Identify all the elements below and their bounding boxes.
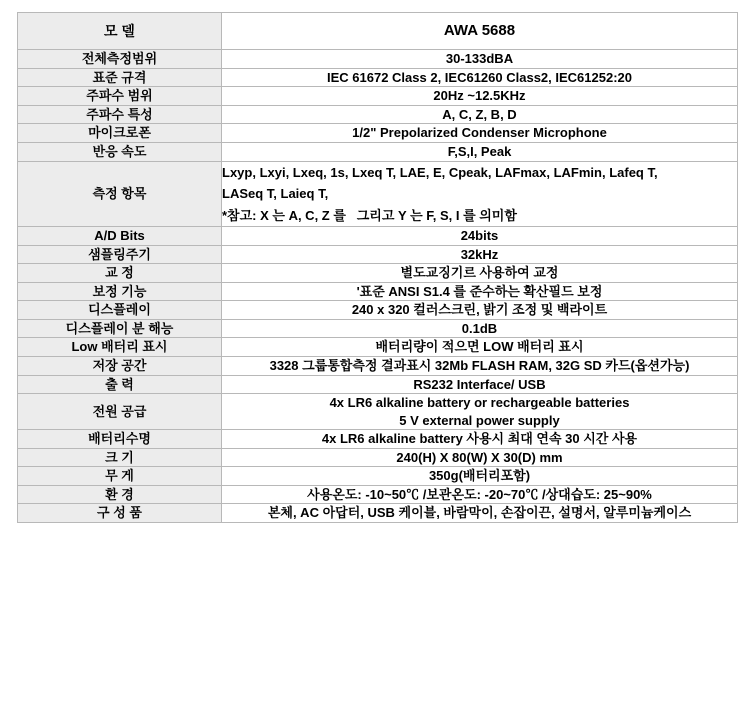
row-value: RS232 Interface/ USB bbox=[222, 375, 738, 394]
table-row bbox=[18, 375, 738, 394]
row-value: 240(H) X 80(W) X 30(D) mm bbox=[222, 448, 738, 467]
row-label: 크 기 bbox=[18, 448, 222, 467]
table-row bbox=[18, 245, 738, 264]
table-row bbox=[18, 467, 738, 486]
specification-table bbox=[17, 12, 738, 523]
model-label: 모 델 bbox=[18, 13, 222, 50]
row-value: F,S,I, Peak bbox=[222, 142, 738, 161]
table-row bbox=[18, 142, 738, 161]
table-row bbox=[18, 68, 738, 87]
row-value: 별도교징기르 사용하여 교정 bbox=[222, 264, 738, 283]
row-value: 24bits bbox=[222, 227, 738, 246]
row-label: Low 배터리 표시 bbox=[18, 338, 222, 357]
row-label: 무 게 bbox=[18, 467, 222, 486]
row-label: 교 정 bbox=[18, 264, 222, 283]
table-header-row bbox=[18, 13, 738, 50]
table-row bbox=[18, 448, 738, 467]
row-label: A/D Bits bbox=[18, 227, 222, 246]
row-value: A, C, Z, B, D bbox=[222, 105, 738, 124]
table-row bbox=[18, 50, 738, 69]
row-label: 마이크로폰 bbox=[18, 124, 222, 143]
row-value: 350g(배터리포함) bbox=[222, 467, 738, 486]
row-label: 디스플레이 bbox=[18, 301, 222, 320]
table-row-power-supply bbox=[18, 394, 738, 430]
row-value-multiline bbox=[222, 161, 738, 227]
table-row bbox=[18, 357, 738, 376]
row-label: 측정 항목 bbox=[18, 161, 222, 227]
row-value: 1/2" Prepolarized Condenser Microphone bbox=[222, 124, 738, 143]
row-value: 배터리량이 적으면 LOW 배터리 표시 bbox=[222, 338, 738, 357]
table-row bbox=[18, 282, 738, 301]
row-label: 디스플레이 분 해능 bbox=[18, 319, 222, 338]
row-label: 구 성 품 bbox=[18, 504, 222, 523]
row-label: 환 경 bbox=[18, 485, 222, 504]
value-line: 4x LR6 alkaline battery or rechargeable batteries bbox=[329, 395, 630, 411]
value-line: 5 V external power supply bbox=[399, 412, 560, 428]
row-value: 0.1dB bbox=[222, 319, 738, 338]
row-label: 표준 규격 bbox=[18, 68, 222, 87]
table-row bbox=[18, 319, 738, 338]
row-label: 전원 공급 bbox=[18, 394, 222, 430]
row-label: 주파수 특성 bbox=[18, 105, 222, 124]
row-value: 3328 그룹통합측정 결과표시 32Mb FLASH RAM, 32G SD 카드(옵션가능) bbox=[222, 357, 738, 376]
value-line: LASeq T, Laieq T, bbox=[222, 186, 329, 202]
row-value: '표준 ANSI S1.4 를 준수하는 확산필드 보정 bbox=[222, 282, 738, 301]
row-value: 본체, AC 아답터, USB 케이블, 바람막이, 손잡이끈, 설명서, 알루미늄케이스 bbox=[222, 504, 738, 523]
table-body bbox=[18, 13, 738, 523]
row-value: 20Hz ~12.5KHz bbox=[222, 87, 738, 106]
row-value: 4x LR6 alkaline battery 사용시 최대 연속 30 시간 사용 bbox=[222, 430, 738, 449]
row-label: 주파수 범위 bbox=[18, 87, 222, 106]
row-label: 저장 공간 bbox=[18, 357, 222, 376]
row-value: 32kHz bbox=[222, 245, 738, 264]
table-row bbox=[18, 264, 738, 283]
table-row bbox=[18, 338, 738, 357]
row-value-multiline bbox=[222, 394, 738, 430]
table-row bbox=[18, 124, 738, 143]
table-row bbox=[18, 485, 738, 504]
table-row bbox=[18, 87, 738, 106]
value-line: Lxyp, Lxyi, Lxeq, 1s, Lxeq T, LAE, E, Cpeak, LAFmax, LAFmin, Lafeq T, bbox=[222, 164, 658, 180]
row-label: 배터리수명 bbox=[18, 430, 222, 449]
table-row bbox=[18, 105, 738, 124]
row-label: 보정 기능 bbox=[18, 282, 222, 301]
row-label: 샘플링주기 bbox=[18, 245, 222, 264]
table-row bbox=[18, 504, 738, 523]
row-value: 사용온도: -10~50℃ /보관온도: -20~70℃ /상대습도: 25~90% bbox=[222, 485, 738, 504]
table-row bbox=[18, 430, 738, 449]
model-value: AWA 5688 bbox=[222, 13, 738, 50]
row-value: 240 x 320 컬러스크린, 밝기 조정 및 백라이트 bbox=[222, 301, 738, 320]
value-line: *참고: X 는 A, C, Z 를 그리고 Y 는 F, S, I 를 의미함 bbox=[222, 207, 517, 223]
row-label: 출 력 bbox=[18, 375, 222, 394]
table-row bbox=[18, 301, 738, 320]
table-row bbox=[18, 227, 738, 246]
row-value: 30-133dBA bbox=[222, 50, 738, 69]
table-row-measurement-items bbox=[18, 161, 738, 227]
row-label: 전체측정범위 bbox=[18, 50, 222, 69]
row-label: 반응 속도 bbox=[18, 142, 222, 161]
row-value: IEC 61672 Class 2, IEC61260 Class2, IEC61252:20 bbox=[222, 68, 738, 87]
